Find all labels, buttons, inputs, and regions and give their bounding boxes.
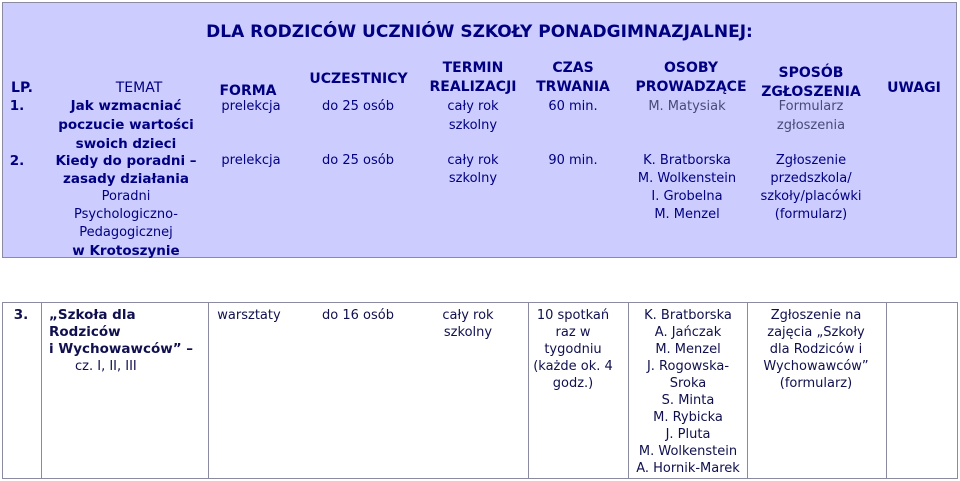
header-temat: TEMAT: [115, 80, 163, 96]
row-number: 1.: [9, 98, 25, 114]
row-czas: [523, 307, 623, 392]
czas-line: (każde ok. 4: [533, 359, 613, 374]
topic-line: Pedagogicznej: [79, 225, 173, 240]
sposob-line: Zgłoszenie: [775, 153, 847, 168]
topic-line: Kiedy do poradni –: [55, 153, 197, 169]
row-osoby: [627, 97, 747, 116]
termin-line: cały rok: [442, 308, 494, 323]
person-name: M. Wolkenstein: [637, 171, 737, 186]
column-divider: [886, 303, 887, 478]
topic-line: Jak wzmacniać: [70, 98, 182, 114]
czas-line: godz.): [552, 376, 594, 391]
topic-line: cz. I, II, III: [75, 359, 137, 374]
czas-line: raz w: [555, 325, 591, 340]
row-forma: warsztaty: [217, 308, 281, 323]
row-czas: [526, 152, 620, 170]
column-divider: [208, 303, 209, 478]
row-sposob: [748, 307, 884, 392]
row-topic: [46, 152, 206, 260]
page-title: DLA RODZICÓW UCZNIÓW SZKOŁY PONADGIMNAZJALNEJ:: [206, 22, 753, 42]
row-number: 3.: [13, 307, 29, 323]
termin-line: cały rok: [447, 99, 499, 114]
header-uczestnicy: UCZESTNICY: [309, 71, 408, 87]
person-name: J. Pluta: [665, 427, 711, 442]
sposob-line: zgłoszenia: [776, 118, 846, 133]
row-osoby: [630, 307, 746, 477]
row-forma: prelekcja: [221, 153, 281, 168]
sposob-line: (formularz): [779, 376, 853, 391]
row-osoby: [627, 152, 747, 224]
czas-line: 10 spotkań: [536, 308, 610, 323]
person-name: M. Rybicka: [653, 410, 723, 425]
row-sposob: [746, 97, 876, 135]
header-line: PROWADZĄCE: [635, 79, 747, 95]
header-line: OSOBY: [664, 60, 718, 76]
termin-line: cały rok: [447, 153, 499, 168]
topic-line: zasady działania: [62, 171, 189, 187]
sposob-line: Zgłoszenie na: [770, 308, 862, 323]
topic-line: w Krotoszynie: [72, 243, 180, 259]
czas-line: 90 min.: [548, 153, 598, 168]
topic-line: „Szkoła dla: [49, 307, 136, 323]
person-name: M. Wolkenstein: [638, 444, 738, 459]
row-forma: prelekcja: [221, 99, 281, 114]
person-name: I. Grobelna: [651, 189, 723, 204]
row-termin: [426, 152, 520, 188]
header-forma: FORMA: [219, 83, 277, 99]
sposob-line: (formularz): [774, 207, 848, 222]
header-osoby: [626, 59, 756, 97]
topic-line: Rodziców: [49, 324, 121, 340]
row-termin: [426, 97, 520, 135]
header-line: SPOSÓB: [778, 65, 844, 81]
person-name: Sroka: [669, 376, 707, 391]
header-line: TRWANIA: [536, 79, 610, 95]
sposob-line: dla Rodziców i: [769, 342, 863, 357]
topic-line: i Wychowawców” –: [49, 341, 194, 357]
column-divider: [41, 303, 42, 478]
column-divider: [628, 303, 629, 478]
person-name: S. Minta: [661, 393, 715, 408]
person-name: M. Menzel: [654, 207, 720, 222]
row-sposob: [746, 152, 876, 224]
termin-line: szkolny: [448, 171, 498, 186]
row-number: 2.: [9, 153, 25, 169]
row-topic: [49, 307, 204, 375]
termin-line: szkolny: [443, 325, 493, 340]
sposob-line: Wychowawców”: [763, 359, 869, 374]
header-czas: [523, 59, 623, 97]
row-uczestnicy: do 16 osób: [322, 308, 394, 323]
header-line: TERMIN: [442, 60, 504, 76]
sposob-line: zajęcia „Szkoły: [767, 325, 865, 340]
row-uczestnicy: do 25 osób: [322, 99, 394, 114]
row-topic: [46, 97, 206, 154]
header-line: REALIZACJI: [429, 79, 517, 95]
sposob-line: szkoły/placówki: [760, 189, 862, 204]
topic-line: Poradni: [101, 189, 151, 204]
czas-line: tygodniu: [544, 342, 602, 357]
sposob-line: przedszkola/: [770, 171, 852, 186]
program-table: [2, 302, 958, 479]
row-termin: [423, 307, 513, 341]
program-panel: [2, 2, 957, 258]
topic-line: Psychologiczno-: [74, 207, 178, 222]
sposob-line: Formularz: [778, 99, 844, 114]
header-line: ZGŁOSZENIA: [761, 84, 861, 100]
person-name: J. Rogowska-: [646, 359, 730, 374]
person-name: M. Menzel: [655, 342, 721, 357]
person-name: K. Bratborska: [644, 308, 732, 323]
termin-line: szkolny: [448, 118, 498, 133]
row-uczestnicy: do 25 osób: [322, 153, 394, 168]
topic-line: poczucie wartości: [58, 117, 194, 133]
person-name: A. Hornik-Marek: [636, 461, 740, 476]
header-termin: [423, 59, 523, 97]
row-czas: [526, 97, 620, 116]
header-line: CZAS: [552, 60, 594, 76]
person-name: A. Jańczak: [654, 325, 722, 340]
header-uwagi: UWAGI: [887, 80, 941, 96]
topic-line: swoich dzieci: [75, 136, 177, 152]
person-name: M. Matysiak: [648, 99, 726, 114]
czas-line: 60 min.: [548, 99, 598, 114]
header-lp: LP.: [11, 80, 33, 96]
person-name: K. Bratborska: [643, 153, 731, 168]
